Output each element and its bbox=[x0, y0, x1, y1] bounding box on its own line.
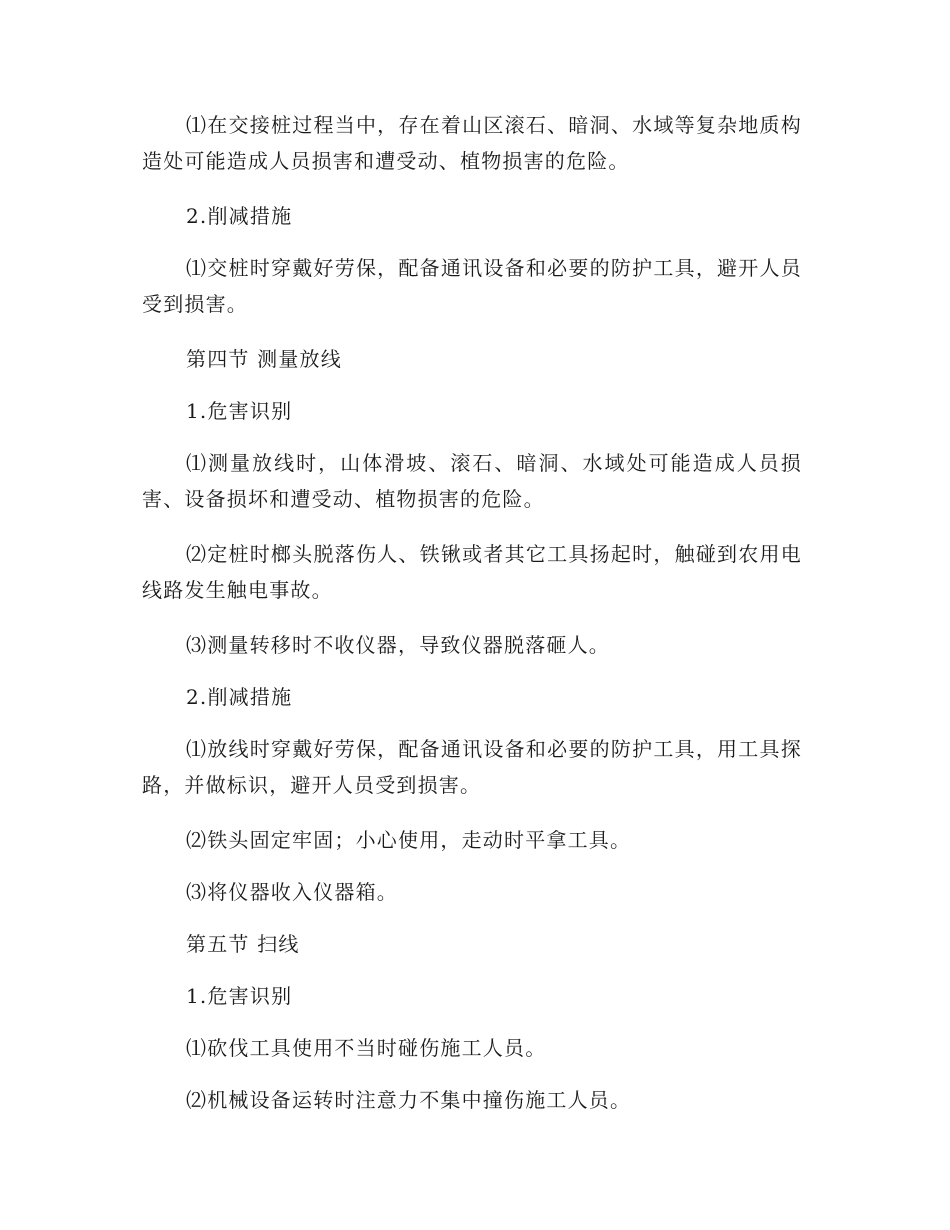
section-heading: 1.危害识别 bbox=[186, 984, 293, 1008]
paragraph: ⑶将仪器收入仪器箱。 bbox=[186, 880, 398, 904]
paragraph: ⑴交桩时穿戴好劳保，配备通讯设备和必要的防护工具，避开人员受到损害。 bbox=[142, 256, 802, 316]
section-heading: 1.危害识别 bbox=[186, 399, 293, 423]
paragraph: ⑵铁头固定牢固；小心使用，走动时平拿工具。 bbox=[186, 828, 632, 852]
section-heading: 第四节 测量放线 bbox=[186, 347, 342, 371]
section-heading: 第五节 扫线 bbox=[186, 932, 300, 956]
paragraph: ⑴放线时穿戴好劳保，配备通讯设备和必要的防护工具，用工具探路，并做标识，避开人员受到损害。 bbox=[142, 737, 802, 797]
paragraph: ⑴在交接桩过程当中，存在着山区滚石、暗洞、水域等复杂地质构造处可能造成人员损害和遭受动、植物损害的危险。 bbox=[142, 113, 802, 173]
paragraph: ⑶测量转移时不收仪器，导致仪器脱落砸人。 bbox=[186, 633, 610, 657]
document-body bbox=[142, 107, 802, 1134]
paragraph: ⑵定桩时榔头脱落伤人、铁锹或者其它工具扬起时，触碰到农用电线路发生触电事故。 bbox=[142, 542, 802, 602]
paragraph: ⑵机械设备运转时注意力不集中撞伤施工人员。 bbox=[186, 1088, 632, 1112]
paragraph: ⑴测量放线时，山体滑坡、滚石、暗洞、水域处可能造成人员损害、设备损坏和遭受动、植物损害的危险。 bbox=[142, 451, 802, 511]
section-heading: 2.削减措施 bbox=[186, 204, 293, 228]
paragraph: ⑴砍伐工具使用不当时碰伤施工人员。 bbox=[186, 1036, 547, 1060]
section-heading: 2.削减措施 bbox=[186, 685, 293, 709]
